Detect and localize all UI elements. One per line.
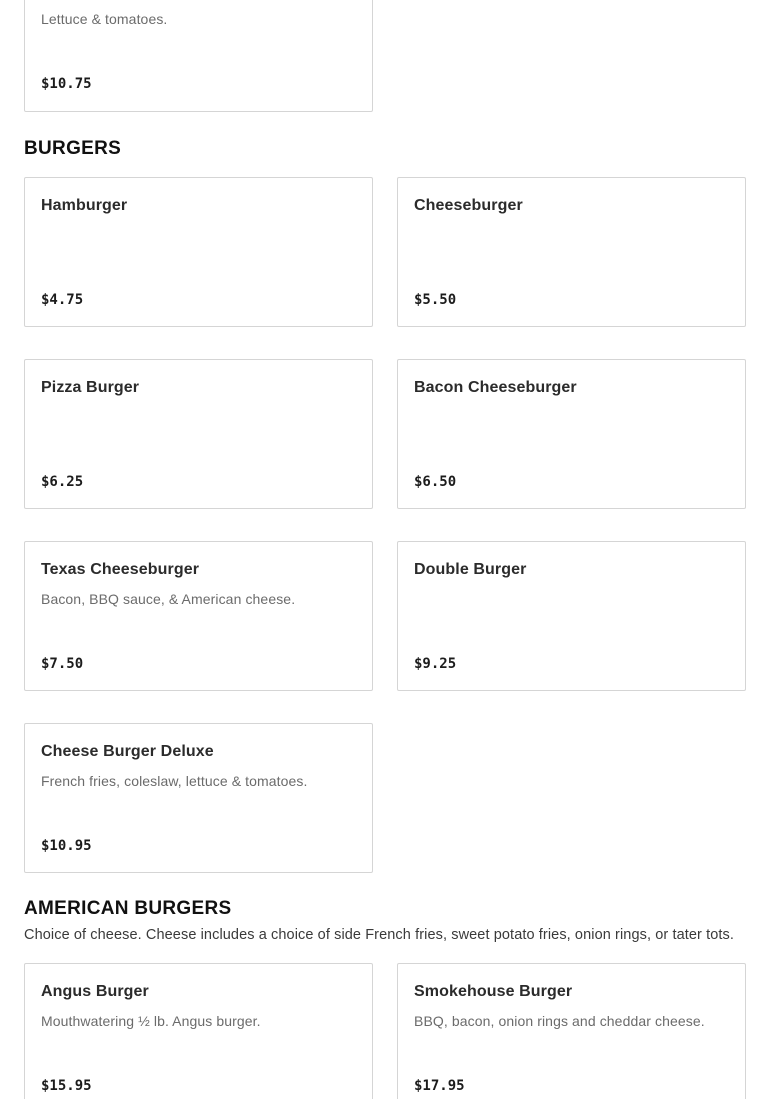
menu-item-price: $4.75 xyxy=(41,292,84,308)
menu-item-description: French fries, coleslaw, lettuce & tomatoes. xyxy=(41,773,308,789)
menu-item-card[interactable] xyxy=(397,541,746,691)
menu-item-description: Bacon, BBQ sauce, & American cheese. xyxy=(41,591,296,607)
section-description: Choice of cheese. Cheese includes a choice of side French fries, sweet potato fries, onion rings, or tater tots. xyxy=(24,927,734,943)
menu-item-description: Lettuce & tomatoes. xyxy=(41,11,168,27)
menu-item-price: $7.50 xyxy=(41,656,84,672)
menu-item-card[interactable] xyxy=(24,0,373,112)
menu-item-name: Cheeseburger xyxy=(414,197,523,214)
menu-item-price: $10.75 xyxy=(41,76,92,92)
menu-item-name: Hamburger xyxy=(41,197,128,214)
menu-item-card[interactable] xyxy=(24,177,373,327)
menu-item-card[interactable] xyxy=(24,963,373,1099)
menu-item-price: $17.95 xyxy=(414,1078,465,1094)
menu-item-price: $6.50 xyxy=(414,474,457,490)
menu-item-name: Texas Cheeseburger xyxy=(41,561,200,578)
section-title-american-burgers: AMERICAN BURGERS xyxy=(24,898,232,919)
menu-item-description: Mouthwatering ½ lb. Angus burger. xyxy=(41,1013,261,1029)
menu-item-card[interactable] xyxy=(24,541,373,691)
menu-item-card[interactable] xyxy=(397,963,746,1099)
menu-item-name: Angus Burger xyxy=(41,983,149,1000)
menu-item-card[interactable] xyxy=(24,359,373,509)
menu-item-name: Pizza Burger xyxy=(41,379,140,396)
menu-item-name: Smokehouse Burger xyxy=(414,983,573,1000)
menu-item-description: BBQ, bacon, onion rings and cheddar cheese. xyxy=(414,1013,705,1029)
menu-item-name: Cheese Burger Deluxe xyxy=(41,743,214,760)
menu-item-price: $5.50 xyxy=(414,292,457,308)
menu-item-price: $10.95 xyxy=(41,838,92,854)
menu-item-price: $15.95 xyxy=(41,1078,92,1094)
menu-item-price: $6.25 xyxy=(41,474,84,490)
menu-item-price: $9.25 xyxy=(414,656,457,672)
menu-item-card[interactable] xyxy=(397,359,746,509)
section-title-burgers: BURGERS xyxy=(24,138,122,159)
menu-item-card[interactable] xyxy=(397,177,746,327)
menu-item-name: Bacon Cheeseburger xyxy=(414,379,577,396)
menu-item-card[interactable] xyxy=(24,723,373,873)
menu-item-name: Double Burger xyxy=(414,561,527,578)
